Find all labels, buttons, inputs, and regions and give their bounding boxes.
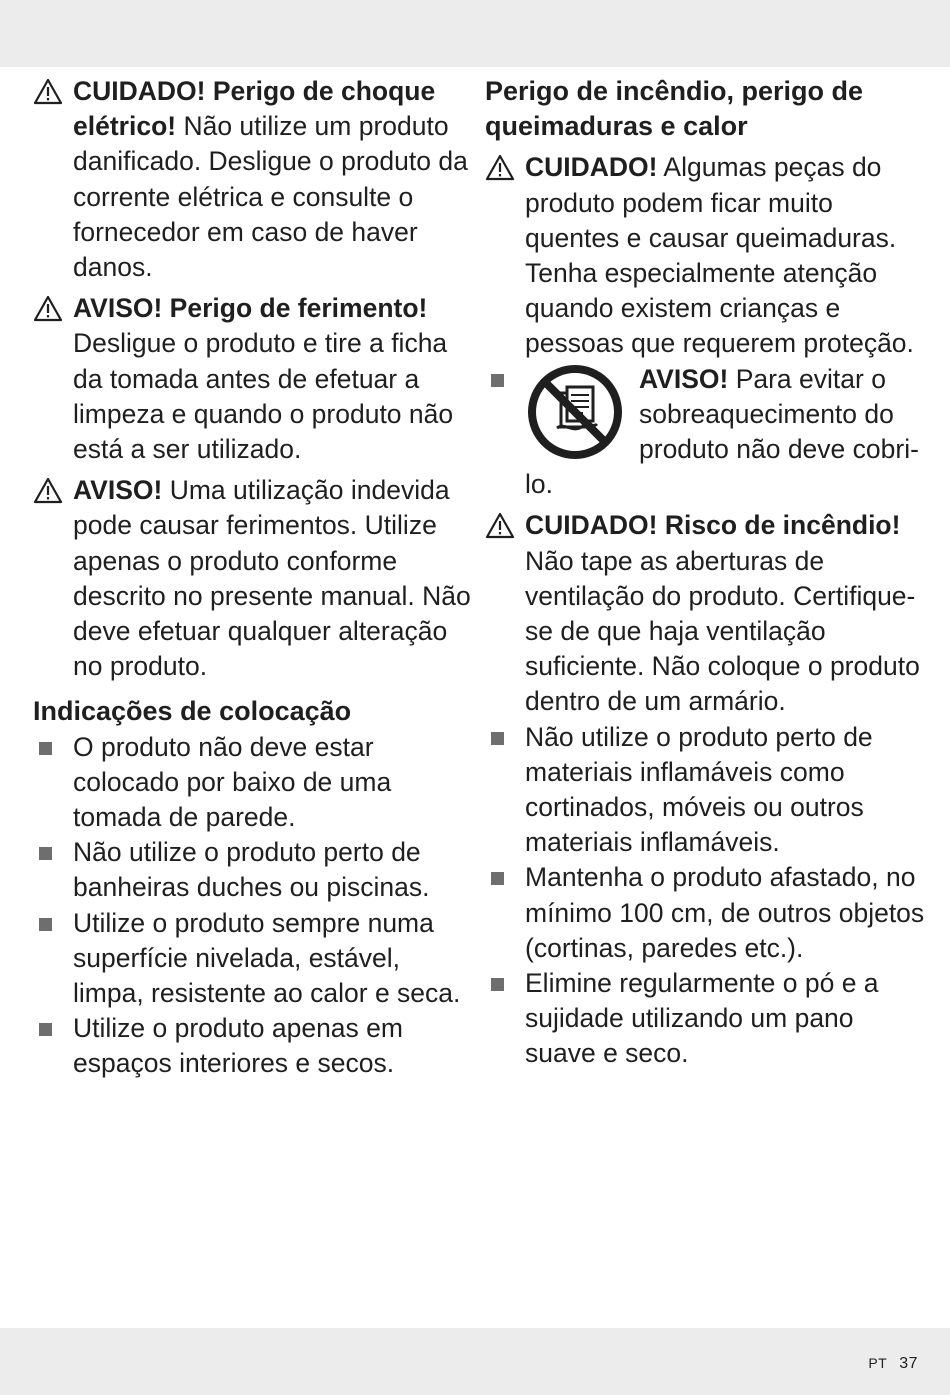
warning-fire-risk [485,508,925,719]
warning-text: Desligue o produto e tire a ficha da tomada antes de efetuar a limpeza e quando o produto não está a ser utilizado. [73,328,454,465]
bullet-square-icon [39,742,52,755]
do-not-cover-icon [525,362,625,462]
list-item-text: Utilize o produto apenas em espaços interiores e secos. [73,1013,403,1079]
bullet-square-icon [39,1023,52,1036]
bullet-square-icon [39,847,52,860]
bullet-square-icon [491,872,504,885]
bullet-square-icon [39,918,52,931]
list-item [485,966,925,1072]
warning-hot-parts [485,150,925,361]
page-footer [868,1355,918,1373]
warning-label: AVISO! Perigo de ferimento! [73,293,428,324]
warning-label: AVISO! [639,363,729,394]
warning-text: Não utilize um produto danificado. Desligue o produto da corrente elétrica e consulte o fornecedor em caso de haver danos. [73,111,468,283]
warning-triangle-icon [485,512,515,540]
warning-label: AVISO! [73,475,163,506]
page-number: 37 [899,1355,918,1372]
warning-text: Algumas peças do produto podem ficar muito quentes e causar queimaduras. Tenha especialmente atenção quando existem crianças e pessoas que requerem proteção. [525,152,914,359]
list-item-text: O produto não deve estar colocado por baixo de uma tomada de parede. [73,731,392,833]
warning-label: CUIDADO! [525,152,658,183]
right-column [485,74,925,1072]
warning-improper-use [33,473,473,684]
list-item [485,720,925,861]
warning-do-not-cover [485,362,925,503]
list-item [33,835,473,905]
bullet-square-icon [491,978,504,991]
bottom-band [0,1328,950,1395]
list-item [33,906,473,1012]
list-item-text: Mantenha o produto afastado, no mínimo 100 cm, de outros objetos (cortinas, paredes etc.). [525,862,925,963]
left-column [33,74,473,1082]
warning-label: CUIDADO! Risco de incêndio! [525,510,901,541]
warning-text: Não tape as aberturas de ventilação do produto. Certifique-se de que haja ventilação suficiente. Não coloque o produto dentro de um armário. [525,545,920,717]
warning-injury [33,291,473,467]
warning-triangle-icon [33,78,63,106]
warning-triangle-icon [33,477,63,505]
placement-heading: Indicações de colocação [33,696,352,727]
list-item [33,730,473,836]
warning-electric-shock [33,74,473,285]
language-code: PT [868,1355,888,1371]
list-item [33,1011,473,1081]
list-item [485,860,925,966]
bullet-square-icon [491,732,504,745]
fire-hazard-heading: Perigo de incêndio, perigo de queimaduras e calor [485,76,864,142]
list-item-text: Elimine regularmente o pó e a sujidade utilizando um pano suave e seco. [525,968,879,1069]
list-item-text: Não utilize o produto perto de banheiras duches ou piscinas. [73,837,430,903]
warning-text: Uma utilização indevida pode causar ferimentos. Utilize apenas o produto conforme descrito no presente manual. Não deve efetuar qualquer alteração no produto. [73,475,471,682]
warning-triangle-icon [485,154,515,182]
list-item-text: Não utilize o produto perto de materiais inflamáveis como cortinados, móveis ou outros materiais inflamáveis. [525,721,873,858]
bullet-square-icon [491,374,504,387]
warning-triangle-icon [33,295,63,323]
warning-text: Para evitar o sobreaquecimento do produto não deve cobri-lo. [525,363,919,500]
warning-label: CUIDADO! Perigo de choque elétrico! [73,76,436,142]
list-item-text: Utilize o produto sempre numa superfície nivelada, estável, limpa, resistente ao calor e seca. [73,907,461,1009]
top-band [0,0,950,67]
